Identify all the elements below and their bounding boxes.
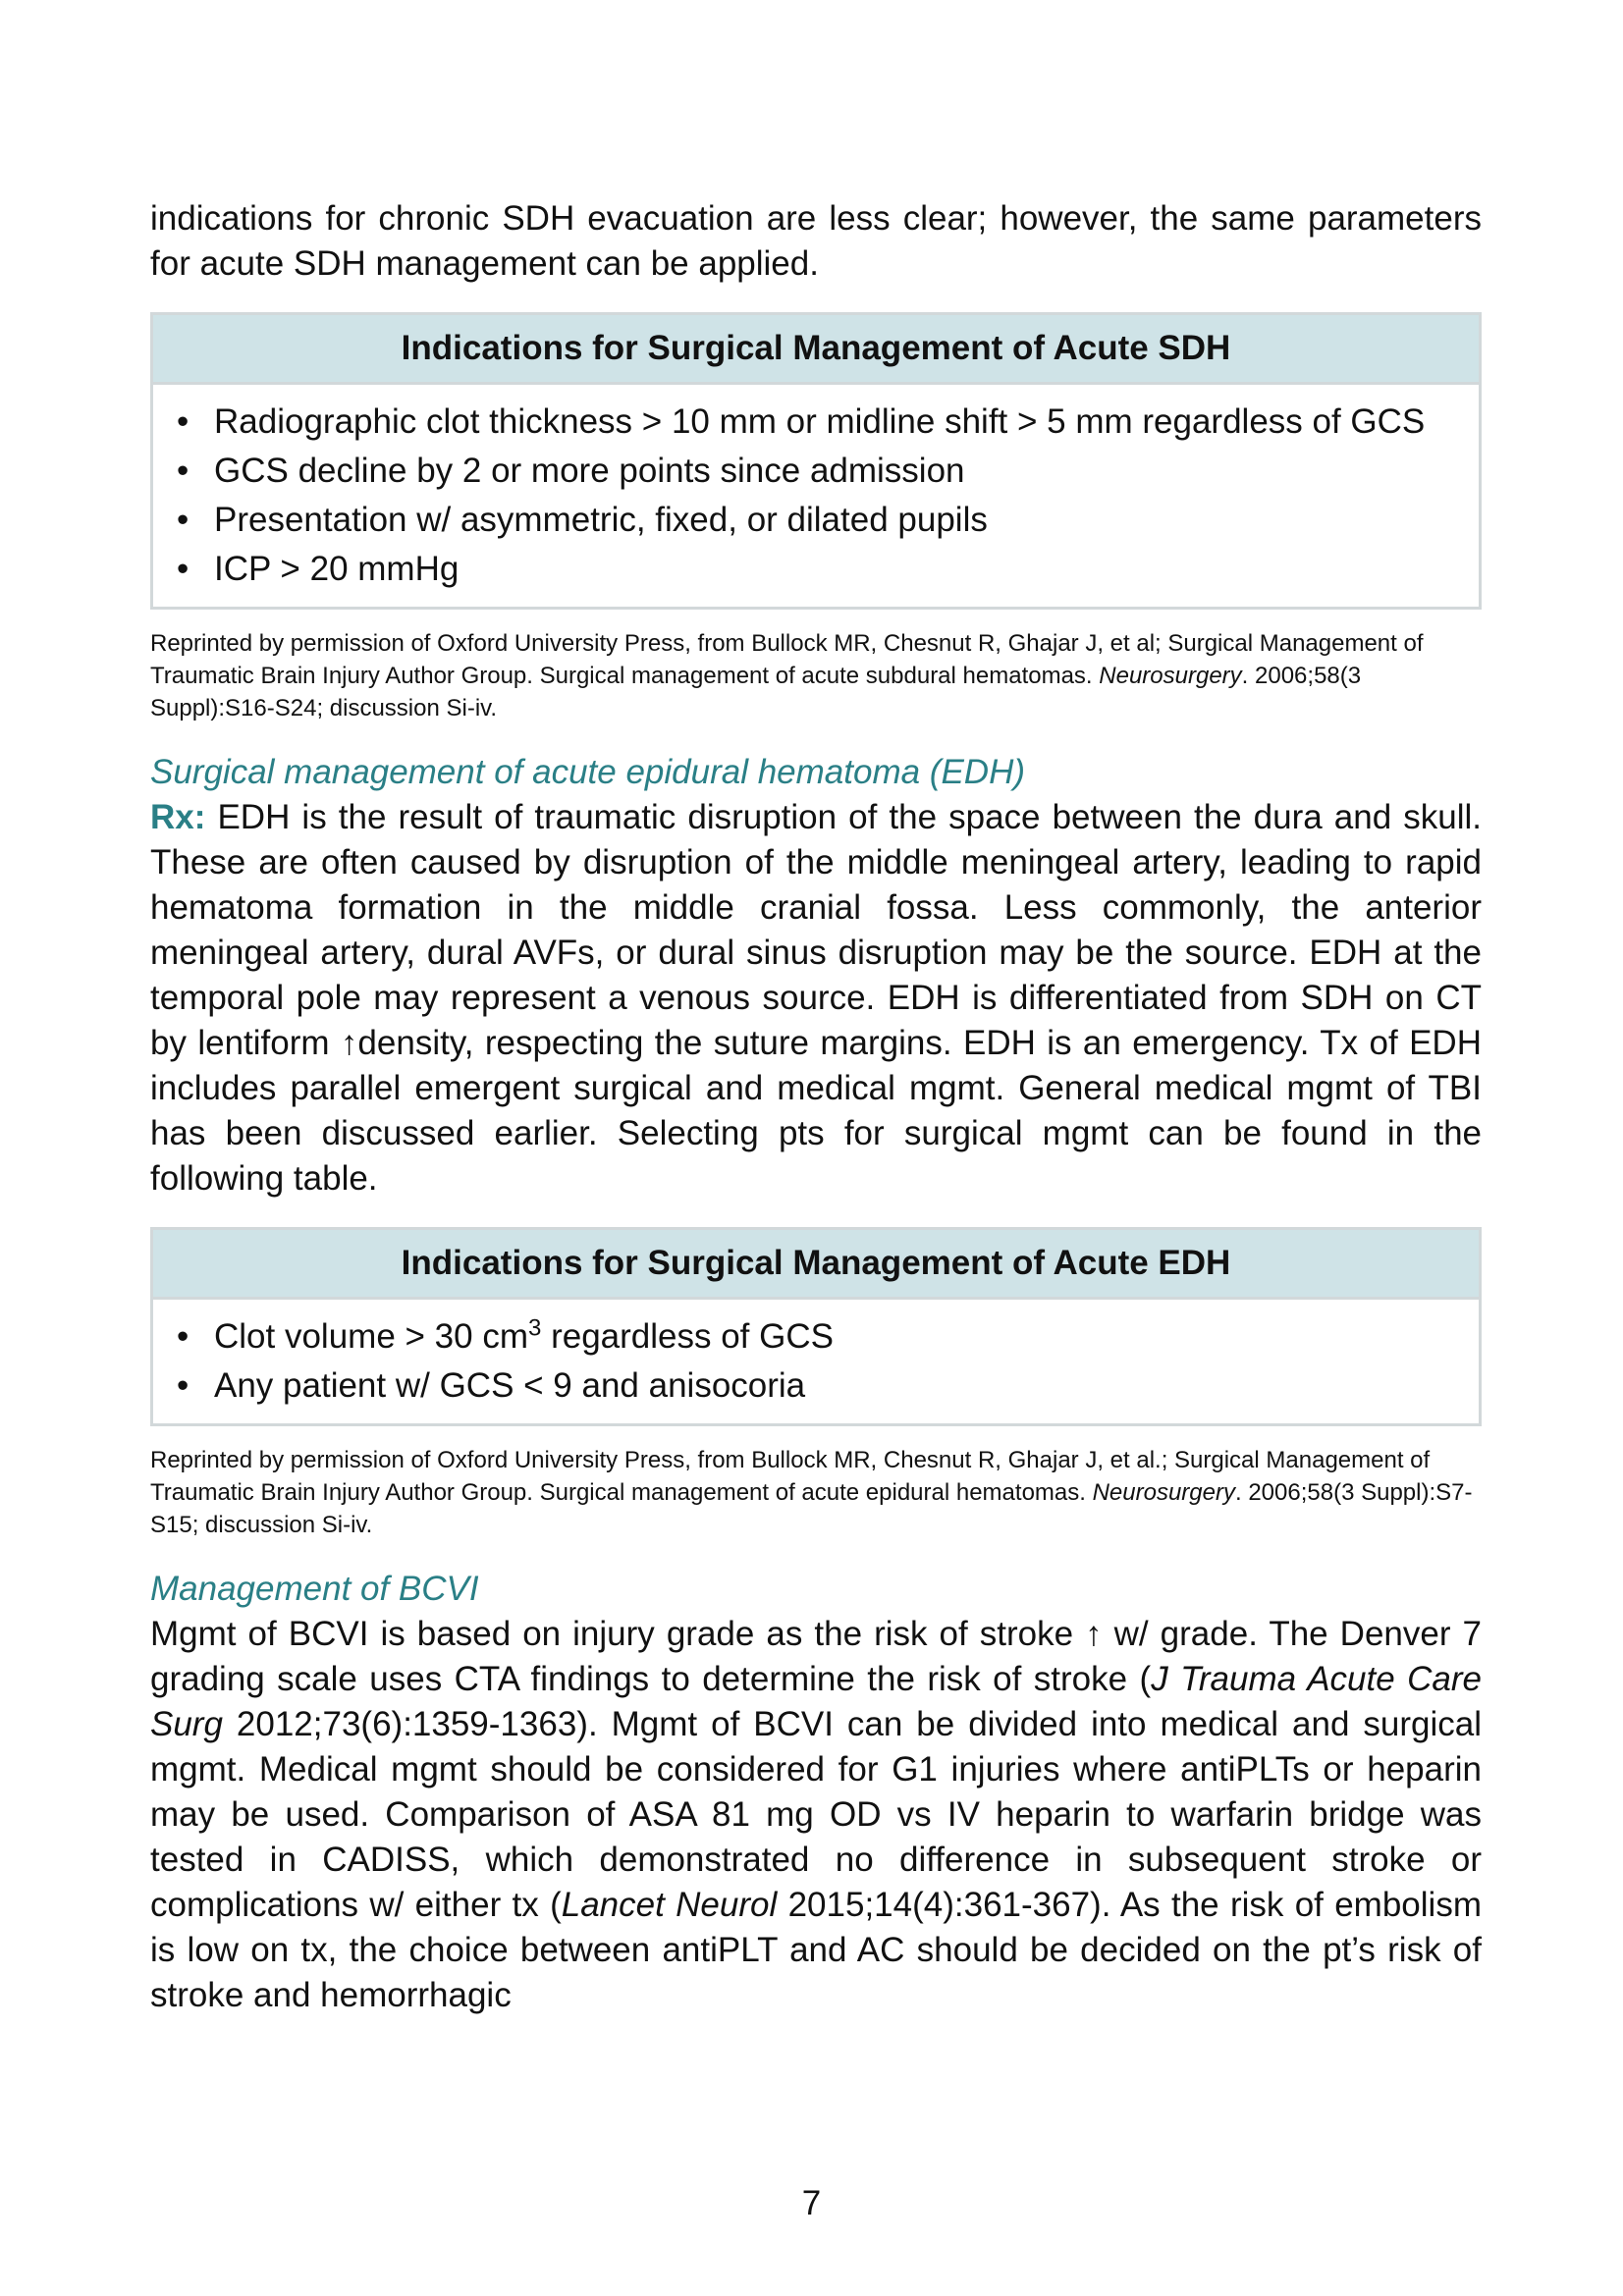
credit-text: Reprinted by permission of Oxford University Press, from Bullock MR, Chesnut R, Ghajar J, et al; Surgical Management of Traumatic Brain Injury Author Group. Surgical management of acute subdural hematomas.: [150, 630, 1424, 689]
list-item-text: GCS decline by 2 or more points since admission: [214, 452, 965, 490]
bullet-icon: •: [177, 550, 189, 588]
edh-indications-list: [153, 1300, 1479, 1423]
list-item: [173, 1362, 1459, 1410]
edh-indications-title: Indications for Surgical Management of Acute EDH: [153, 1230, 1479, 1300]
list-item-text-pre: Clot volume > 30 cm: [214, 1317, 528, 1356]
journal-citation: Lancet Neurol: [561, 1886, 778, 1924]
edh-indications-box: [150, 1227, 1482, 1426]
intro-paragraph: indications for chronic SDH evacuation are less clear; however, the same parameters for acute SDH management can be applied.: [150, 199, 1482, 283]
bullet-icon: •: [177, 452, 189, 490]
bullet-icon: •: [177, 1317, 189, 1356]
page-number: 7: [801, 2184, 822, 2222]
list-item: [173, 1313, 1459, 1361]
sdh-indications-box: [150, 312, 1482, 610]
bullet-icon: •: [177, 1366, 189, 1405]
edh-paragraph: [150, 795, 1482, 1201]
bullet-icon: •: [177, 402, 189, 441]
rx-label: Rx:: [150, 798, 206, 836]
bcvi-text-2: 2012;73(6):1359-1363). Mgmt of BCVI can be divided into medical and surgical mgmt. Medical mgmt should be considered for G1 injuries where antiPLTs or heparin may be used. Comparison of ASA 81 mg OD vs IV heparin to warfarin bridge was tested in CADISS, which demonstrated no difference in subsequent stroke or complications w/ either tx (: [150, 1705, 1482, 1924]
list-item: [173, 546, 1459, 593]
list-item: [173, 497, 1459, 544]
list-item-text: ICP > 20 mmHg: [214, 550, 460, 588]
bcvi-paragraph: [150, 1612, 1482, 2018]
credit-journal: Neurosurgery: [1099, 663, 1242, 689]
edh-credit-line: [150, 1444, 1482, 1541]
sdh-indications-list: [153, 385, 1479, 607]
edh-section-heading: Surgical management of acute epidural hematoma (EDH): [150, 753, 1025, 791]
superscript: 3: [528, 1314, 542, 1342]
journal-citation: J Trauma Acute Care Surg: [150, 1660, 1482, 1743]
bcvi-text-1: Mgmt of BCVI is based on injury grade as the risk of stroke ↑ w/ grade. The Denver 7 grading scale uses CTA findings to determine the risk of stroke (: [150, 1615, 1482, 1698]
list-item: [173, 448, 1459, 495]
list-item-text-post: regardless of GCS: [541, 1317, 834, 1356]
credit-tail: . 2006;58(3 Suppl):S7-S15; discussion Si-iv.: [150, 1479, 1473, 1538]
credit-text: Reprinted by permission of Oxford University Press, from Bullock MR, Chesnut R, Ghajar J, et al.; Surgical Management of Traumatic Brain Injury Author Group. Surgical management of acute epidural hematomas.: [150, 1447, 1431, 1506]
list-item-text: Any patient w/ GCS < 9 and anisocoria: [214, 1366, 806, 1405]
sdh-credit-line: [150, 627, 1482, 724]
bcvi-text-3: 2015;14(4):361-367). As the risk of embolism is low on tx, the choice between antiPLT and AC should be decided on the pt’s risk of stroke and hemorrhagic: [150, 1886, 1482, 2014]
list-item-text: Radiographic clot thickness > 10 mm or midline shift > 5 mm regardless of GCS: [214, 402, 1426, 441]
bcvi-section-heading: Management of BCVI: [150, 1570, 479, 1608]
bullet-icon: •: [177, 501, 189, 539]
credit-tail: . 2006;58(3 Suppl):S16-S24; discussion Si-iv.: [150, 663, 1362, 721]
list-item-text: Presentation w/ asymmetric, fixed, or dilated pupils: [214, 501, 988, 539]
sdh-indications-title: Indications for Surgical Management of Acute SDH: [153, 315, 1479, 385]
edh-body-text: EDH is the result of traumatic disruption of the space between the dura and skull. These are often caused by disruption of the middle meningeal artery, leading to rapid hematoma formation in the middle cranial fossa. Less commonly, the anterior meningeal artery, dural AVFs, or dural sinus disruption may be the source. EDH at the temporal pole may represent a venous source. EDH is differentiated from SDH on CT by lentiform ↑density, respecting the suture margins. EDH is an emergency. Tx of EDH includes parallel emergent surgical and medical mgmt. General medical mgmt of TBI has been discussed earlier. Selecting pts for surgical mgmt can be found in the following table.: [150, 798, 1482, 1198]
list-item: [173, 399, 1459, 446]
credit-journal: Neurosurgery: [1092, 1479, 1235, 1506]
